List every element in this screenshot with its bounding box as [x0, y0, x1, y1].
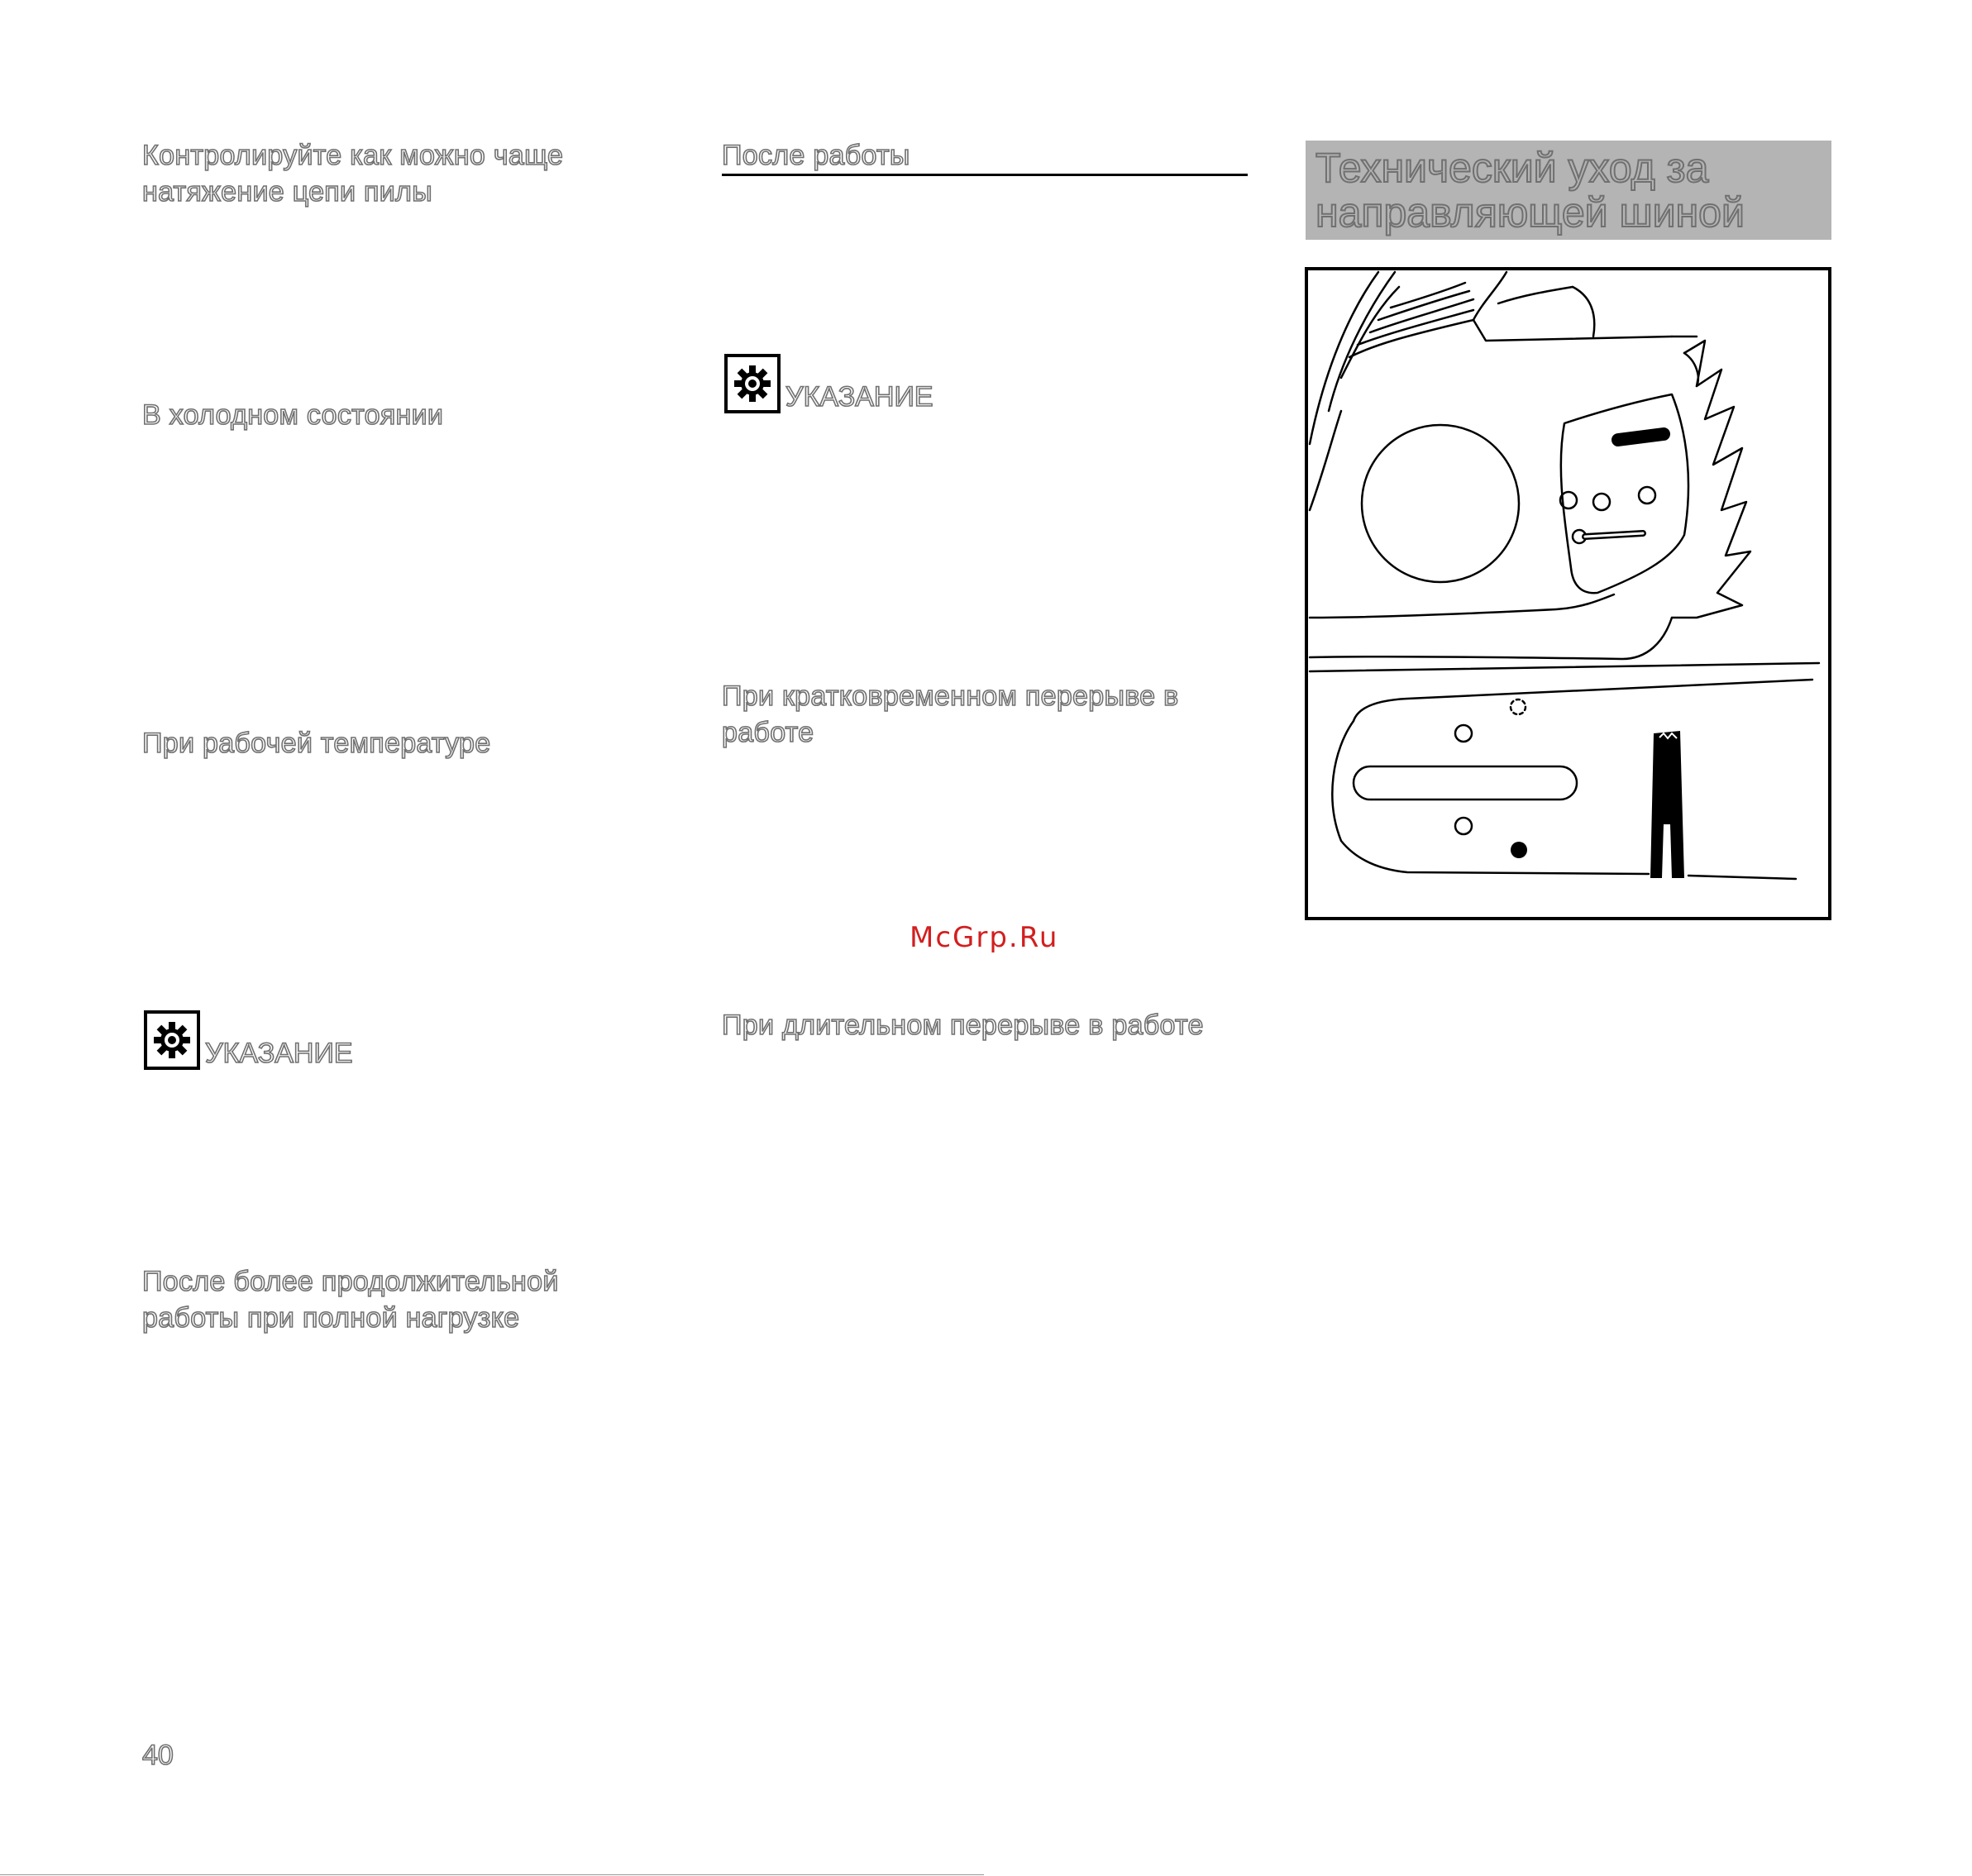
long-break-text: При длительном перерыве в работе — [722, 1010, 1204, 1041]
after-work-heading — [722, 137, 1248, 176]
notice-label: УКАЗАНИЕ — [785, 381, 933, 413]
gear-icon — [724, 354, 781, 413]
short-break-text: При кратковременном перерыве в работе — [722, 680, 1179, 748]
guide-bar-illustration — [1305, 267, 1831, 920]
watermark: McGrp.Ru — [910, 921, 1059, 954]
check-chain-tension-text: Контролируйте как можно чаще натяжение цепи пилы — [142, 140, 564, 208]
notice-block-col2 — [724, 354, 989, 420]
cold-state-text: В холодном состоянии — [142, 399, 444, 431]
page-number: 40 — [142, 1740, 174, 1771]
notice-label: УКАЗАНИЕ — [205, 1038, 353, 1069]
working-temperature-text: При рабочей температуре — [142, 728, 491, 759]
section-title-bar — [1306, 141, 1831, 240]
after-work-heading-text: После работы — [722, 140, 910, 171]
after-full-load-text: После более продолжительной работы при полной нагрузке — [142, 1266, 559, 1334]
chainsaw-bar-drawing — [1308, 270, 1828, 917]
notice-block-col1 — [144, 1010, 408, 1076]
gear-icon — [144, 1010, 200, 1070]
section-title: Технический уход за направляющей шиной — [1315, 145, 1745, 236]
bottom-rule — [0, 1874, 984, 1875]
